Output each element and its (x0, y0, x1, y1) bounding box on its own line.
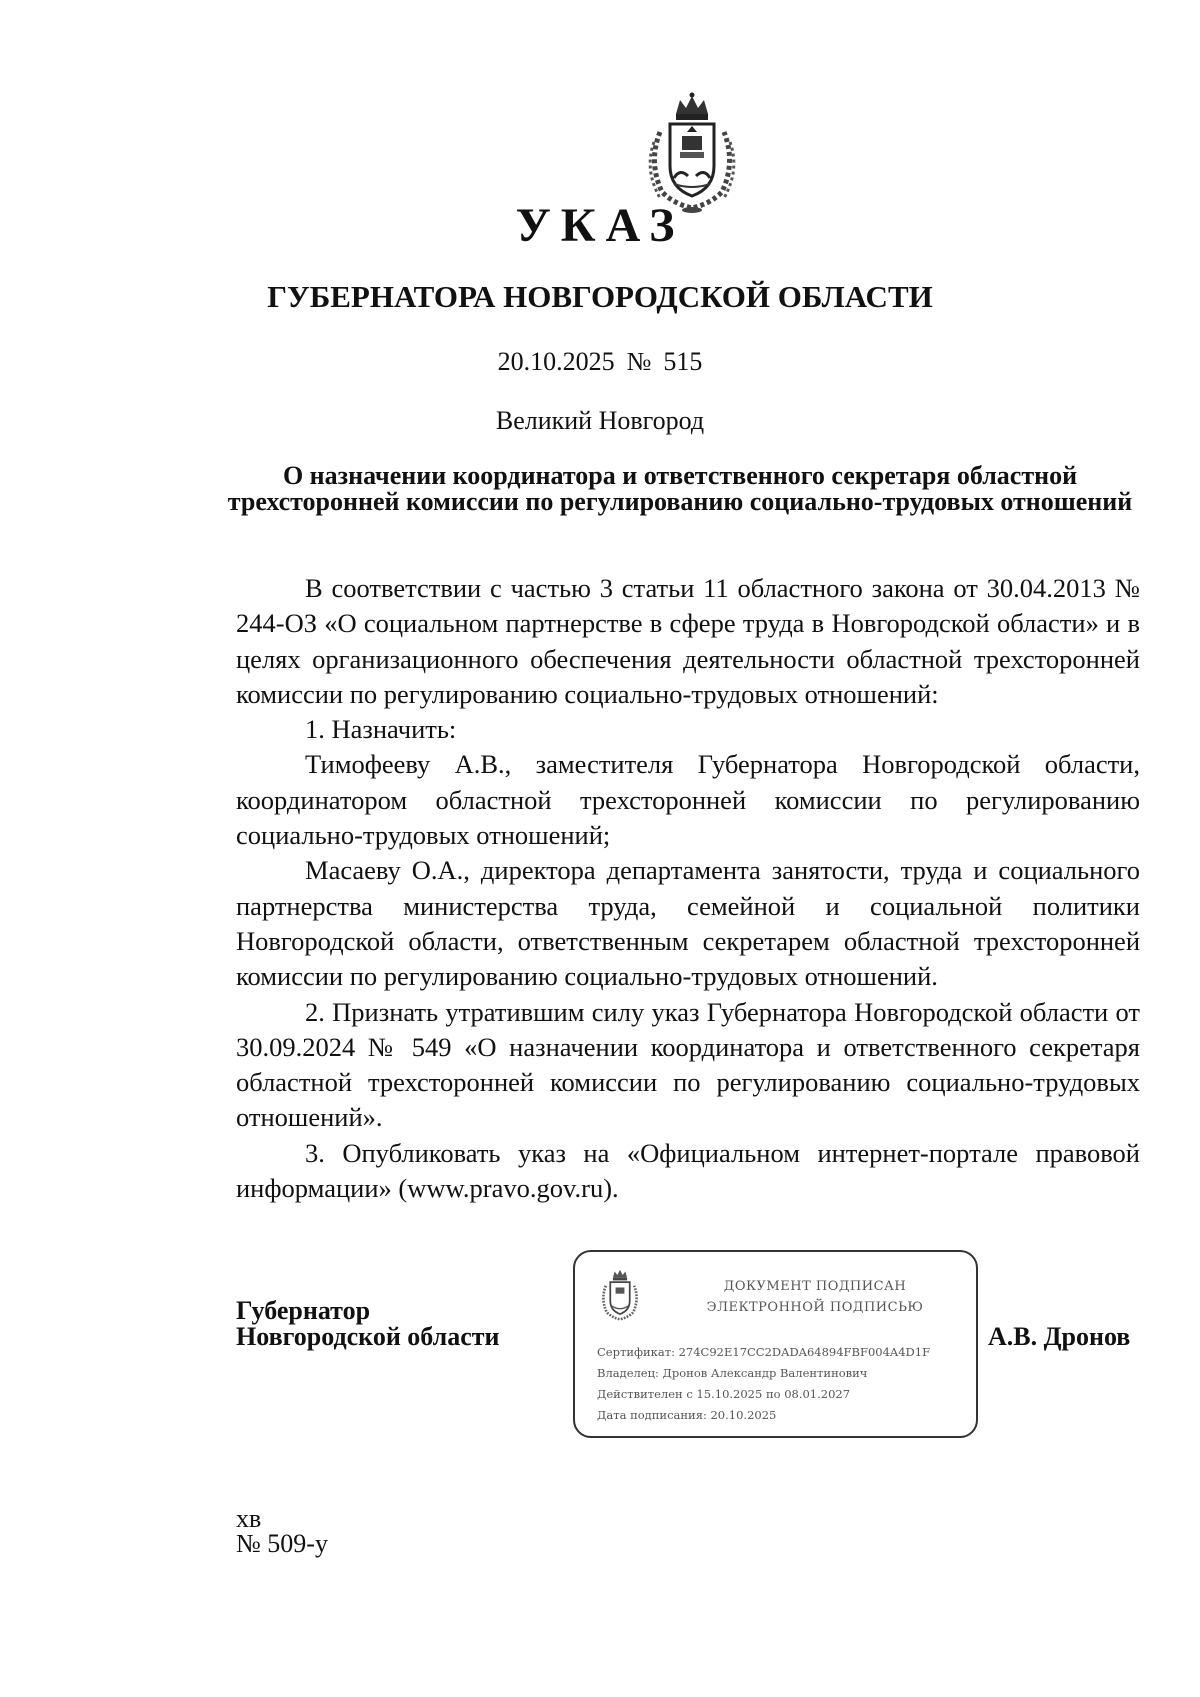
signer-position-line: Новгородской области (236, 1322, 500, 1351)
document-subtitle: ГУБЕРНАТОРА НОВГОРОДСКОЙ ОБЛАСТИ (267, 279, 933, 314)
signer-position-line: Губернатор (236, 1296, 371, 1325)
stamp-validity: Действителен с 15.10.2025 по 08.01.2027 (597, 1387, 851, 1401)
stamp-details (597, 1342, 930, 1426)
body-paragraph: Масаеву О.А., директора департамента занятости, труда и социального партнерства министерства труда, семейной и социальной политики Новгородской области, ответственным секретарем областной трехсторонней комиссии по регулированию социально-трудовых отношений. (236, 855, 1140, 992)
signer-name: А.В. Дронов (988, 1322, 1131, 1351)
body-paragraph: Тимофееву А.В., заместителя Губернатора Новгородской области, координатором областной трехсторонней комиссии по регулированию социально-трудовых отношений; (236, 749, 1140, 851)
stamp-title-line: ЭЛЕКТРОННОЙ ПОДПИСЬЮ (706, 1300, 924, 1315)
document-body (236, 571, 1140, 1206)
heading-line: О назначении координатора и ответственного секретаря областной (282, 461, 1078, 490)
document-footer (236, 1506, 328, 1556)
novgorod-coat-of-arms-icon (597, 1268, 643, 1322)
body-paragraph: 3. Опубликовать указ на «Официальном интернет-портале правовой информации» (www.pravo.gov.ru). (236, 1137, 1140, 1204)
stamp-title-line: ДОКУМЕНТ ПОДПИСАН (723, 1279, 907, 1294)
document-title: УКАЗ (515, 199, 685, 252)
stamp-title (665, 1276, 965, 1318)
stamp-owner: Владелец: Дронов Александр Валентинович (597, 1366, 868, 1380)
document-city: Великий Новгород (495, 406, 705, 435)
body-paragraph: 2. Признать утратившим силу указ Губернатора Новгородской области от 30.09.2024 № 549 «О назначении координатора и ответственного секретаря областной трехсторонней комиссии по регулированию социально-трудовых отношений». (236, 996, 1140, 1133)
footer-initials: хв (236, 1504, 262, 1533)
body-paragraph: 1. Назначить: (305, 714, 457, 745)
document-dateline (0, 347, 1200, 377)
document-date: 20.10.2025 (497, 347, 615, 376)
body-paragraph: В соответствии с частью 3 статьи 11 областного закона от 30.04.2013 № 244-ОЗ «О социальном партнерстве в сфере труда в Новгородской области» и в целях организационного обеспечения деятельности областной трехсторонней комиссии по регулированию социально-трудовых отношений: (236, 573, 1140, 709)
heading-line: трехсторонней комиссии по регулированию социально-трудовых отношений (227, 487, 1133, 516)
document-number: 515 (663, 347, 703, 376)
novgorod-coat-of-arms-icon (640, 92, 744, 214)
document-heading (220, 463, 1140, 515)
stamp-signing-date: Дата подписания: 20.10.2025 (597, 1408, 777, 1422)
signer-position (236, 1298, 500, 1350)
stamp-certificate: Сертификат: 274C92E17CC2DADA64894FBF004A4D1F (597, 1345, 931, 1359)
footer-reg-number: № 509-у (236, 1529, 328, 1558)
electronic-signature-stamp (573, 1250, 978, 1438)
number-label: № (626, 347, 652, 376)
